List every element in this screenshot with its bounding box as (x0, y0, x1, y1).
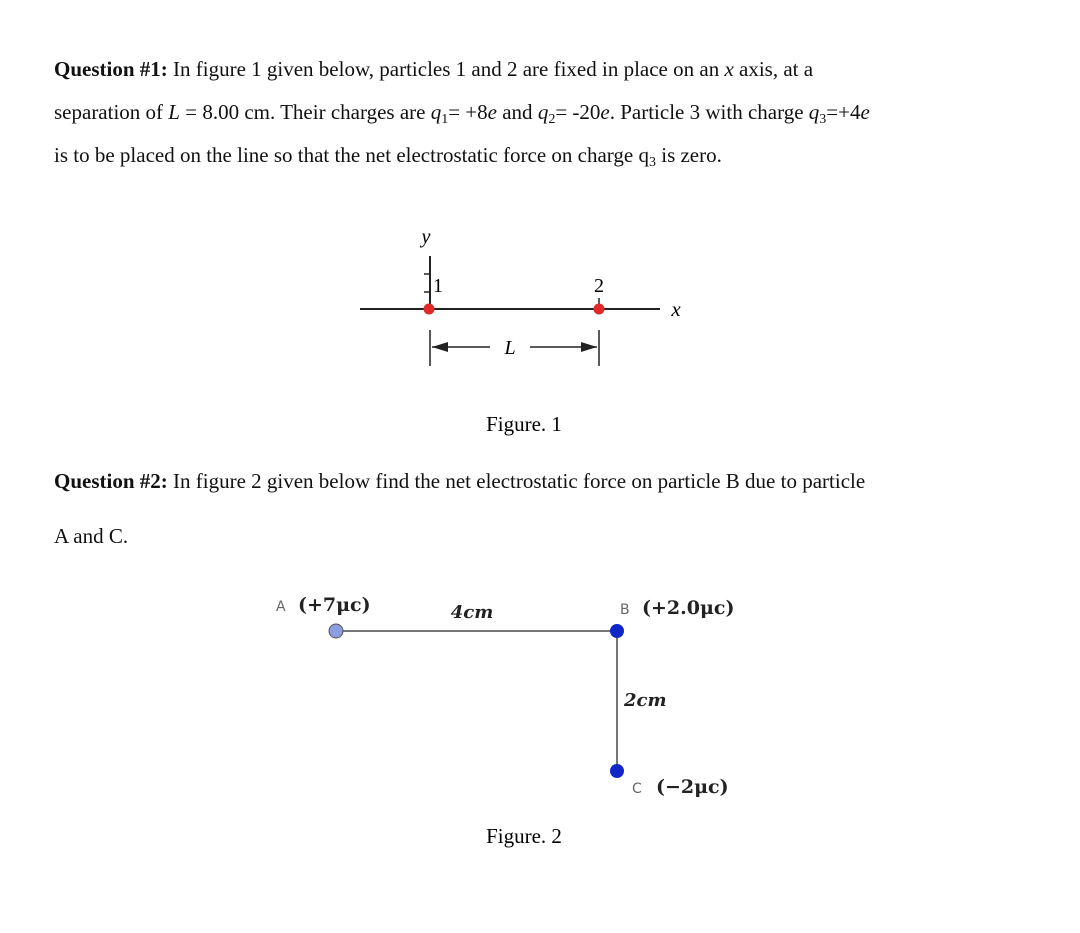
bc-distance-label: 2cm (624, 690, 667, 711)
particle-b (610, 624, 624, 638)
question-2-line-2: A and C. (54, 524, 129, 548)
dimension-arrow-right (581, 342, 597, 352)
question-1-line-3: is to be placed on the line so that the net electrostatic force on charge q3 is zero. (54, 143, 722, 170)
x-axis-label: x (671, 297, 681, 321)
particle-a-name: A (276, 599, 286, 615)
L-label: L (504, 337, 516, 359)
particle-c-name: C (632, 781, 642, 797)
y-axis-label: y (421, 226, 431, 248)
particle-2 (594, 304, 605, 315)
particle-1 (424, 304, 435, 315)
particle-a-charge: (+7μc) (298, 594, 371, 616)
question-2 (54, 460, 1014, 558)
question-1-line-2: separation of L = 8.00 cm. Their charges are q1= +8e and q2= -20e. Particle 3 with charge q3=+4e (54, 100, 870, 127)
ab-distance-label: 4cm (450, 602, 494, 623)
question-1 (54, 48, 1014, 177)
particle-b-charge: (+2.0μc) (642, 597, 735, 619)
dimension-arrow-left (432, 342, 448, 352)
question-1-heading: Question #1: (54, 57, 168, 81)
particle-1-label: 1 (433, 275, 443, 297)
particle-a (329, 624, 343, 638)
figure-1-caption: Figure. 1 (486, 412, 562, 436)
figure-2-caption: Figure. 2 (486, 824, 562, 848)
particle-2-label: 2 (594, 275, 604, 297)
question-1-line-1: Question #1: In figure 1 given below, particles 1 and 2 are fixed in place on an x axis, at a (54, 57, 814, 81)
question-2-line-1: Question #2: In figure 2 given below find the net electrostatic force on particle B due to particle (54, 469, 866, 493)
question-2-heading: Question #2: (54, 469, 168, 493)
particle-b-name: B (620, 602, 630, 618)
particle-c (610, 764, 624, 778)
particle-c-charge: (−2μc) (656, 776, 729, 798)
